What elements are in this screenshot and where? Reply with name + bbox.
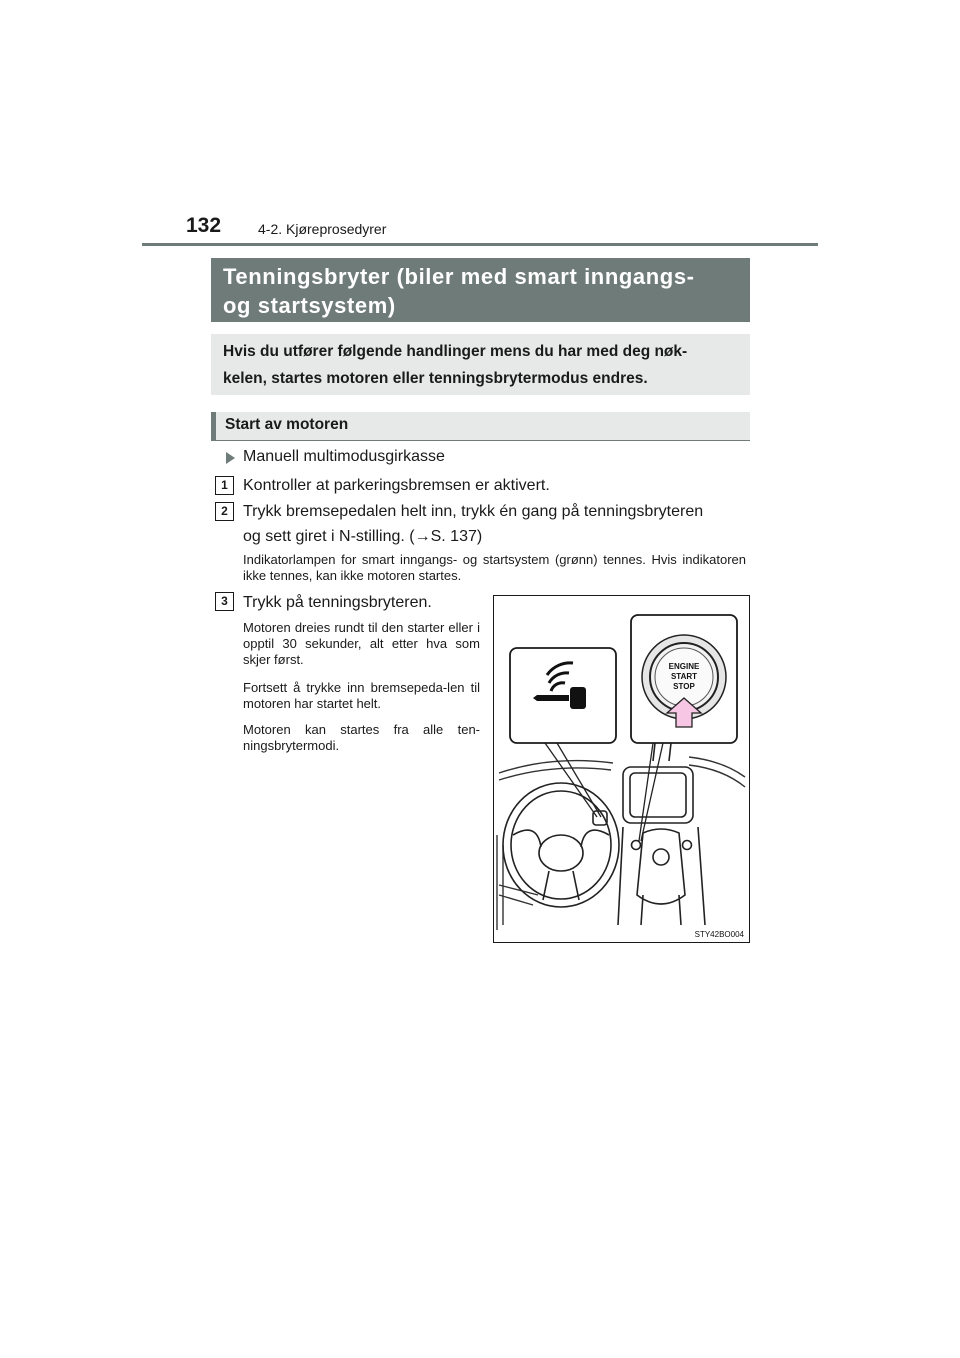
step-3-note-2: Fortsett å trykke inn bremsepeda-len til motoren har startet helt. xyxy=(243,680,480,711)
variant-label: Manuell multimodusgirkasse xyxy=(243,448,445,465)
subsection-heading xyxy=(211,412,750,441)
step-2-line2: og sett giret i N-stilling. (→S. 137) xyxy=(243,528,483,545)
step-2-note: Indikatorlampen for smart inngangs- og startsystem (grønn) tennes. Hvis indikatoren ikke tennes, kan ikke motoren startes. xyxy=(243,552,746,583)
page-title-line1: Tenningsbryter (biler med smart inngangs- xyxy=(223,264,695,289)
intro-line2: kelen, startes motoren eller tenningsbrytermodus endres. xyxy=(223,370,648,387)
subsection-rule xyxy=(211,440,750,441)
step-1-text: Kontroller at parkeringsbremsen er aktivert. xyxy=(243,477,550,494)
subsection-title: Start av motoren xyxy=(225,416,349,433)
step-3-text: Trykk på tenningsbryteren. xyxy=(243,594,432,611)
page-title-line2: og startsystem) xyxy=(223,293,396,318)
triangle-bullet-icon xyxy=(226,452,235,464)
figure-code: STY42BO004 xyxy=(694,930,744,939)
page-number: 132 xyxy=(186,214,222,237)
step-3-note-3: Motoren kan startes fra alle ten-ningsbrytermodi. xyxy=(243,722,480,753)
intro-line1: Hvis du utfører følgende handlinger mens du har med deg nøk- xyxy=(223,343,688,360)
button-text-start: START xyxy=(670,672,698,681)
step-3-note-1: Motoren dreies rundt til den starter eller i opptil 30 sekunder, alt etter hva som skjer først. xyxy=(243,620,480,667)
button-text-engine: ENGINE xyxy=(668,662,700,671)
button-text-stop: STOP xyxy=(673,682,695,691)
header-rule xyxy=(142,243,818,246)
figure-panel xyxy=(493,595,750,943)
step-3-badge: 3 xyxy=(215,592,234,611)
page-title xyxy=(211,258,750,322)
step-1-badge: 1 xyxy=(215,476,234,495)
step-2-badge: 2 xyxy=(215,502,234,521)
section-label: 4-2. Kjøreprosedyrer xyxy=(258,221,387,237)
dashboard-illustration xyxy=(493,595,750,943)
step-2-line1: Trykk bremsepedalen helt inn, trykk én gang på tenningsbryteren xyxy=(243,503,704,520)
intro-box xyxy=(211,334,750,395)
